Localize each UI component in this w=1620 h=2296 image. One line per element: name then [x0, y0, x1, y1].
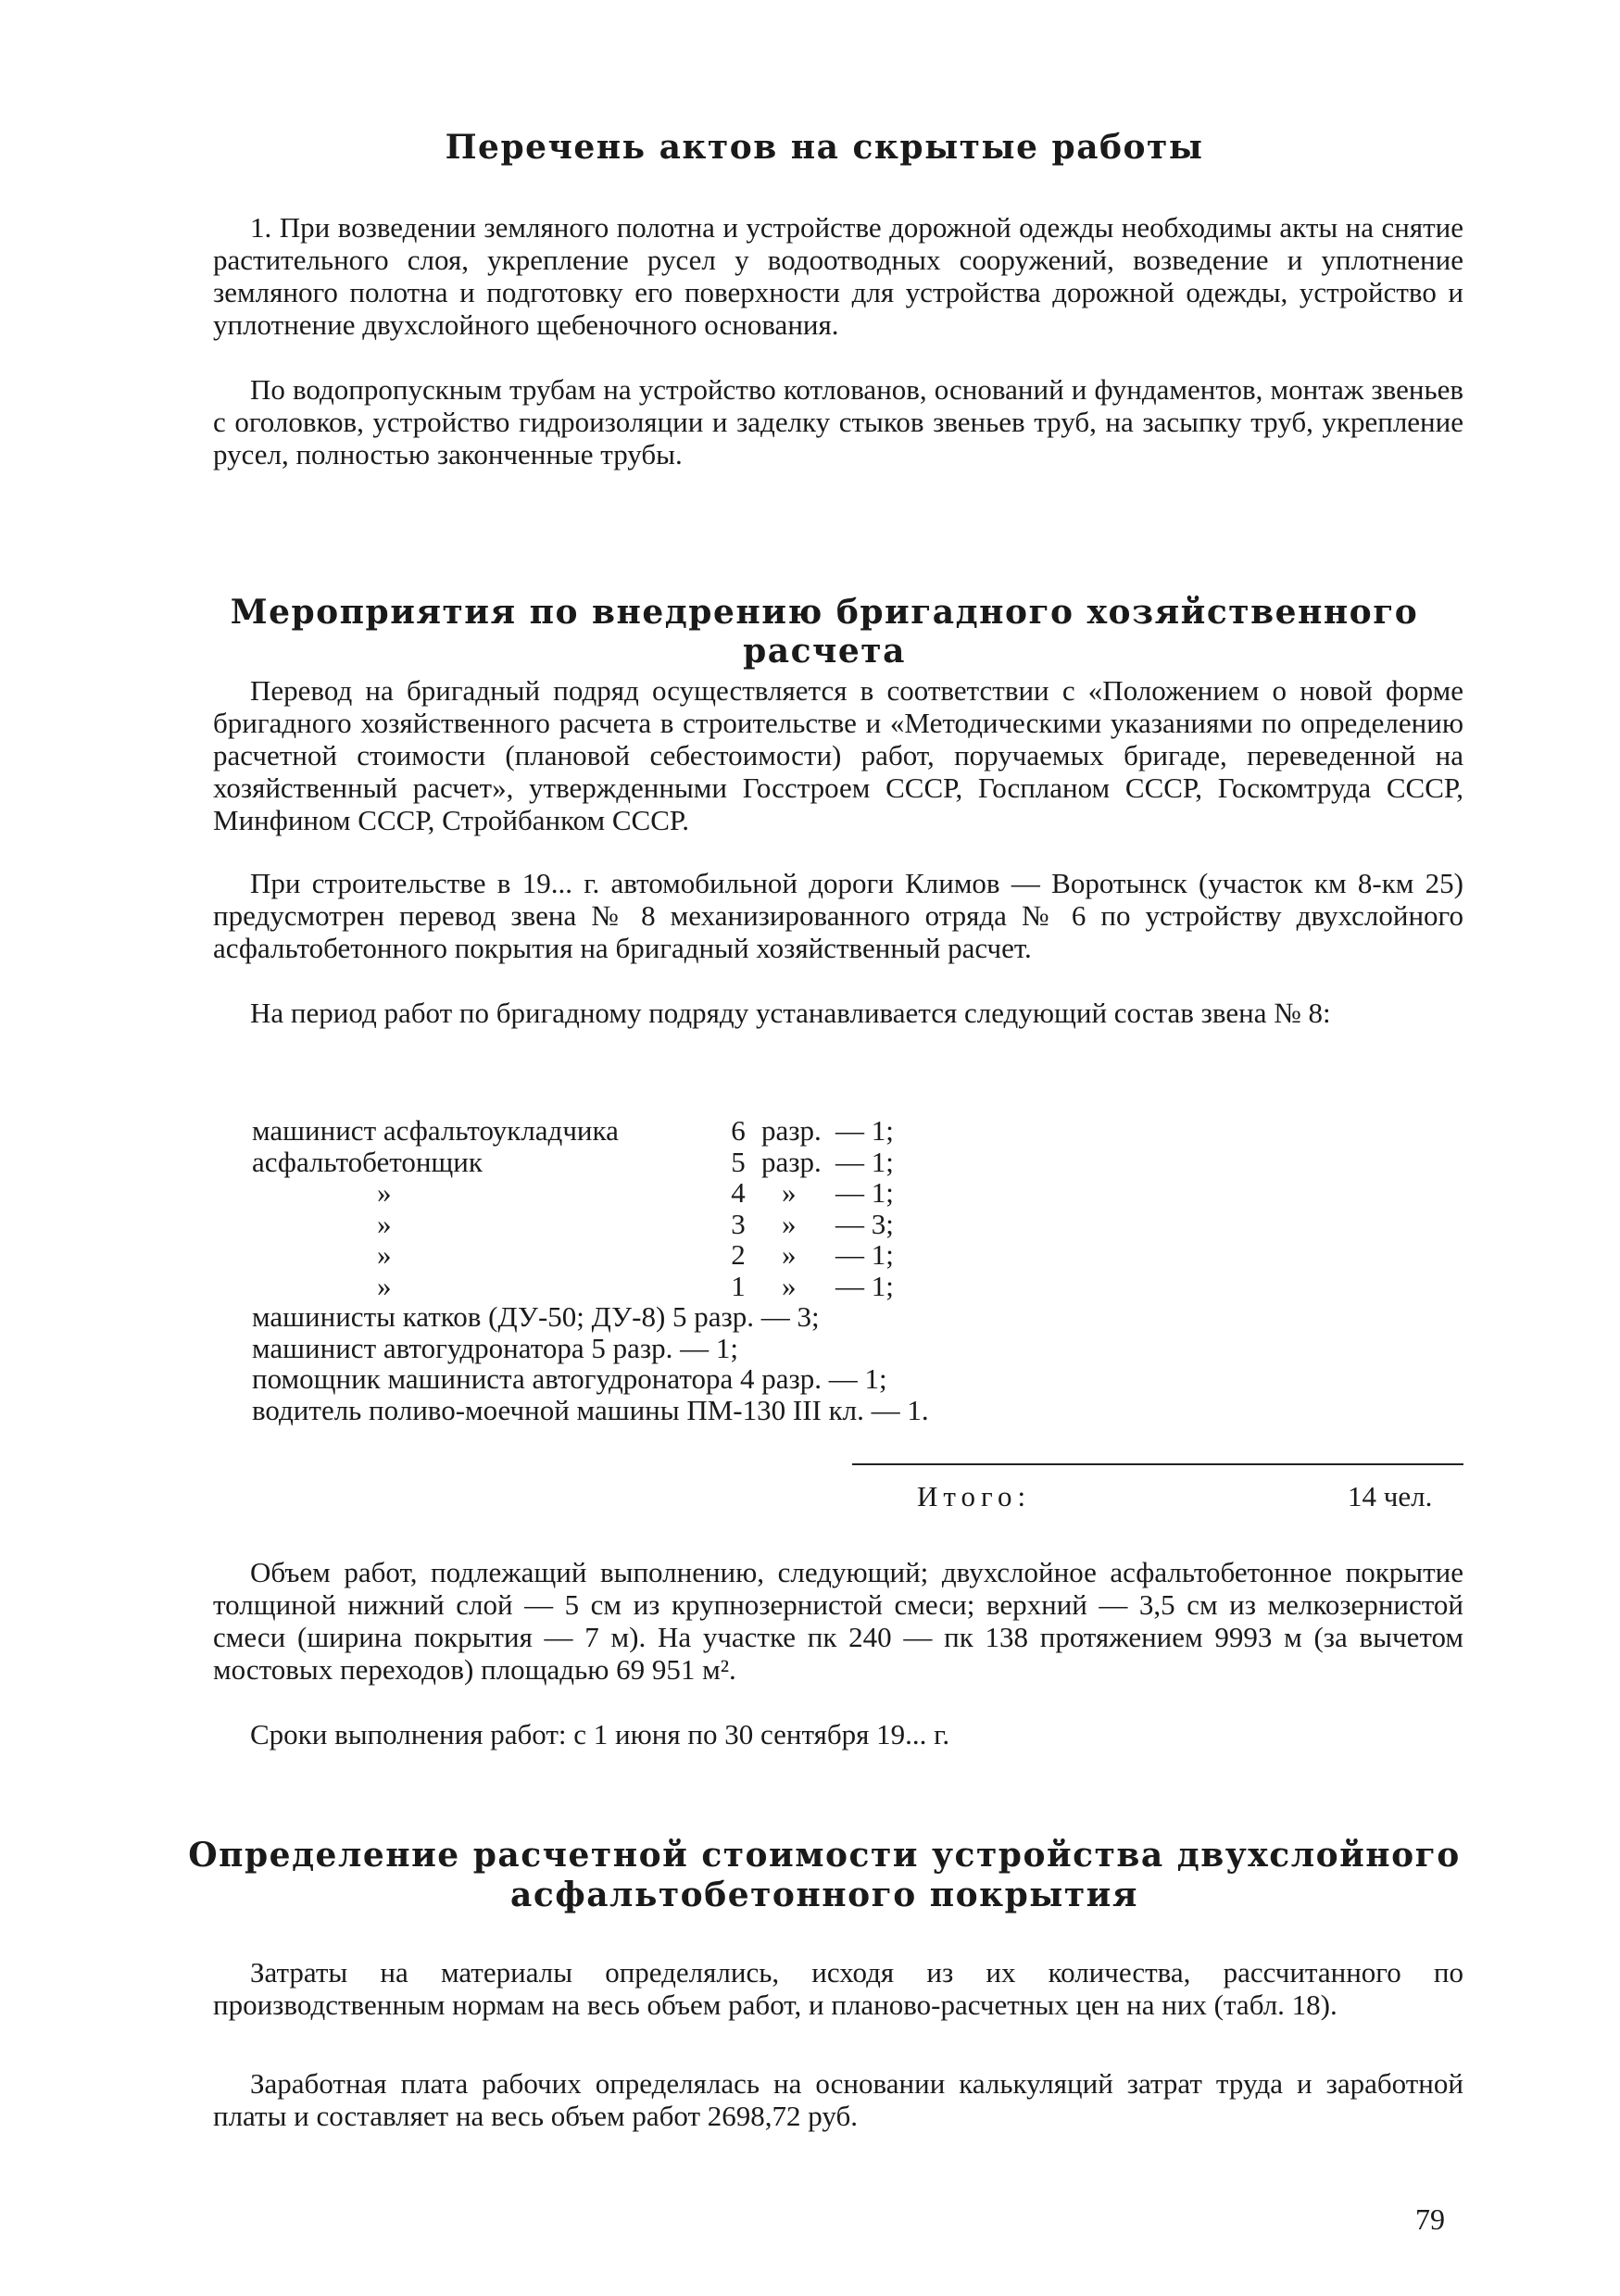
staff-row — [252, 1333, 1456, 1364]
staff-line: машинист автогудронатора 5 разр. — 1; — [252, 1331, 738, 1364]
staff-position: » — [377, 1176, 392, 1209]
staff-row — [252, 1209, 1456, 1240]
staff-position: асфальтобетонщик — [252, 1145, 483, 1178]
staff-unit: » — [782, 1207, 797, 1240]
staff-grade: 6 — [731, 1114, 746, 1147]
staff-grade: 5 — [731, 1145, 746, 1178]
staff-count: — 1; — [835, 1114, 894, 1147]
staff-count: — 1; — [835, 1176, 894, 1209]
staff-row — [252, 1301, 1456, 1333]
staff-row — [252, 1395, 1456, 1426]
paragraph: Заработная плата рабочих определялась на основании калькуляций затрат труда и заработной платы и составляет на весь объем работ 2698,72 руб. — [213, 2067, 1463, 2132]
section-title-cost-line1: Определение расчетной стоимости устройства двухслойного — [188, 1836, 1461, 1875]
staff-unit: разр. — [761, 1114, 822, 1147]
staff-count: — 1; — [835, 1145, 894, 1178]
staff-unit: » — [782, 1238, 797, 1271]
staff-unit: » — [782, 1176, 797, 1209]
staff-row — [252, 1115, 1456, 1147]
staff-grade: 4 — [731, 1176, 746, 1209]
staff-position: » — [377, 1207, 392, 1240]
staff-row — [252, 1363, 1456, 1395]
staff-grade: 1 — [731, 1269, 746, 1302]
paragraph: По водопропускным трубам на устройство котлованов, оснований и фундаментов, монтаж звеньев с оголовков, устройство гидроизоляции и заделку стыков звеньев труб, на засыпку труб, укрепление русел, полностью законченные трубы. — [213, 373, 1463, 470]
staff-grade: 3 — [731, 1207, 746, 1240]
staff-row — [252, 1177, 1456, 1209]
staff-row — [252, 1271, 1456, 1302]
page-number: 79 — [1415, 2202, 1445, 2236]
section-title-hidden-works-acts: Перечень актов на скрытые работы — [445, 128, 1204, 167]
paragraph: При строительстве в 19... г. автомобильной дороги Климов — Воротынск (участок км 8-км 25) предусмотрен перевод звена № 8 механизированного отряда № 6 по устройству двухслойного асфальтобетонного покрытия на бригадный хозяйственный расчет. — [213, 867, 1463, 964]
staff-line: машинисты катков (ДУ-50; ДУ-8) 5 разр. — 3; — [252, 1300, 820, 1333]
total-divider — [852, 1463, 1463, 1465]
staff-unit: разр. — [761, 1145, 822, 1178]
brigade-staff-list — [252, 1115, 1456, 1425]
total-value: 14 чел. — [1348, 1480, 1433, 1512]
staff-position: » — [377, 1238, 392, 1271]
paragraph: Объем работ, подлежащий выполнению, следующий; двухслойное асфальтобетонное покрытие толщиной нижний слой — 5 см из крупнозернистой смеси; верхний — 3,5 см из мелкозернистой смеси (ширина покрытия — 7 м). На участке пк 240 — пк 138 протяжением 9993 м (за вычетом мостовых переходов) площадью 69 951 м². — [213, 1556, 1463, 1686]
staff-line: помощник машиниста автогудронатора 4 разр. — 1; — [252, 1362, 887, 1395]
paragraph: Затраты на материалы определялись, исходя из их количества, рассчитанного по производственным нормам на весь объем работ, и планово-расчетных цен на них (табл. 18). — [213, 1956, 1463, 2021]
staff-count: — 1; — [835, 1238, 894, 1271]
staff-row — [252, 1147, 1456, 1178]
total-label: Итого: — [917, 1480, 1032, 1512]
staff-position: машинист асфальтоукладчика — [252, 1114, 619, 1147]
staff-line: водитель поливо-моечной машины ПМ-130 III кл. — 1. — [252, 1393, 929, 1426]
paragraph: На период работ по бригадному подряду устанавливается следующий состав звена № 8: — [250, 997, 1331, 1029]
paragraph: Перевод на бригадный подряд осуществляется в соответствии с «Положением о новой форме бригадного хозяйственного расчета в строительстве и «Методическими указаниями по определению расчетной стоимости (плановой себестоимости) работ, поручаемых бригаде, переведенной на хозяйственный расчет», утвержденными Госстроем СССР, Госпланом СССР, Госкомтруда СССР, Минфином СССР, Стройбанком СССР. — [213, 674, 1463, 836]
section-title-brigade-measures: Мероприятия по внедрению бригадного хозяйственного расчета — [230, 593, 1419, 671]
staff-grade: 2 — [731, 1238, 746, 1271]
staff-count: — 3; — [835, 1207, 894, 1240]
staff-unit: » — [782, 1269, 797, 1302]
staff-count: — 1; — [835, 1269, 894, 1302]
paragraph: Сроки выполнения работ: с 1 июня по 30 сентября 19... г. — [250, 1718, 950, 1750]
section-title-cost-line2: асфальтобетонного покрытия — [510, 1876, 1138, 1914]
staff-row — [252, 1239, 1456, 1271]
paragraph: 1. При возведении земляного полотна и устройстве дорожной одежды необходимы акты на снятие растительного слоя, укрепление русел у водоотводных сооружений, возведение и уплотнение земляного полотна и подготовку его поверхности для устройства дорожной одежды, устройство и уплотнение двухслойного щебеночного основания. — [213, 211, 1463, 341]
staff-position: » — [377, 1269, 392, 1302]
